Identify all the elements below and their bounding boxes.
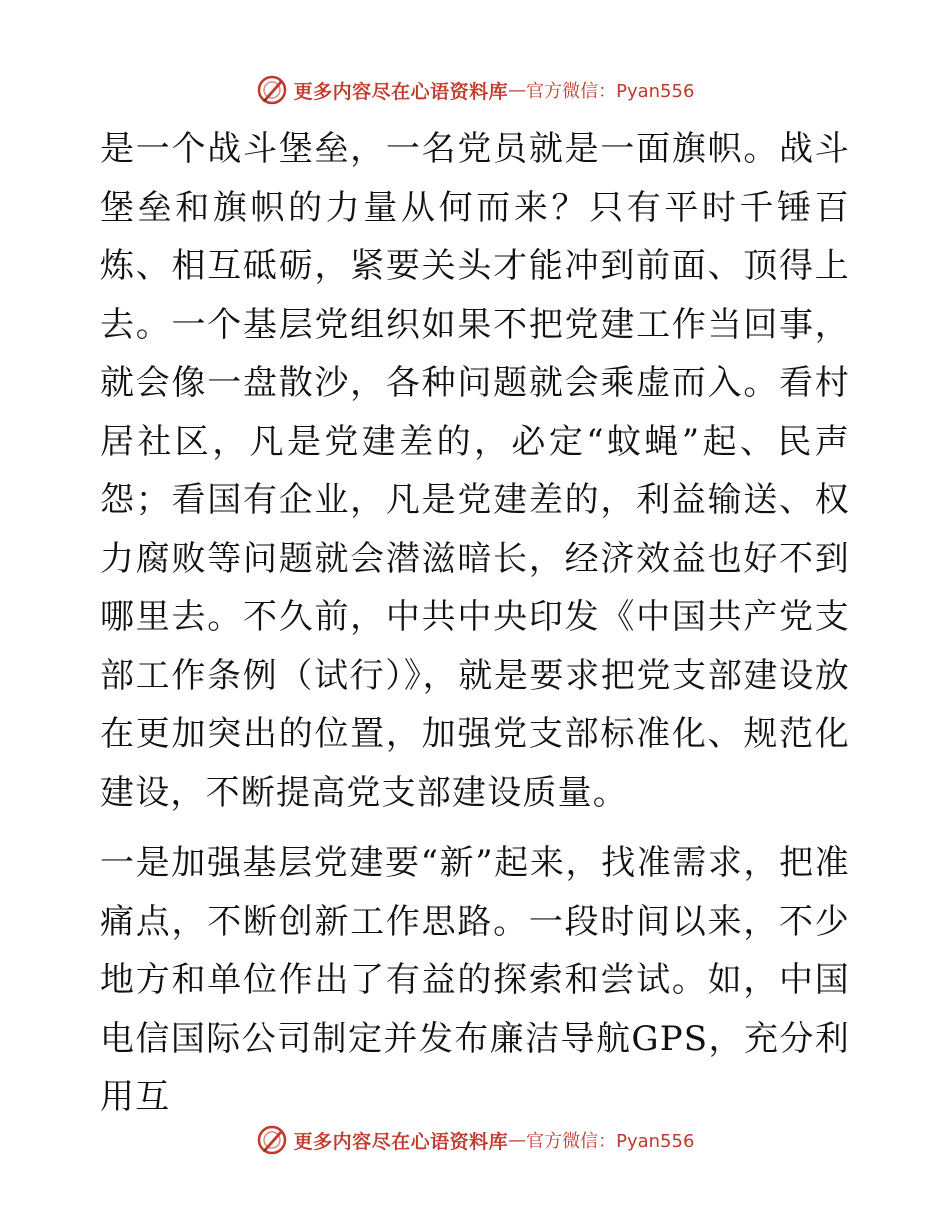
paragraph-1: 是一个战斗堡垒，一名党员就是一面旗帜。战斗堡垒和旗帜的力量从何而来？只有平时千锤百炼、相互砥砺，紧要关头才能冲到前面、顶得上去。一个基层党组织如果不把党建工作当回事，就会像一盘散沙，各种问题就会乘虚而入。看村居社区，凡是党建差的，必定“蚊蝇”起、民声怨；看国有企业，凡是党建差的，利益输送、权力腐败等问题就会潜滋暗长，经济效益也好不到哪里去。不久前，中共中央印发《中国共产党支部工作条例（试行）》，就是要求把党支部建设放在更加突出的位置，加强党支部标准化、规范化建设，不断提高党支部建设质量。 [100,129,850,813]
header-wechat-text: 官方微信：Pyan556 [526,81,695,102]
document-body [100,120,850,1127]
footer-wechat-text: 官方微信：Pyan556 [526,1131,695,1152]
paragraph-2: 一是加强基层党建要“新”起来，找准需求，把准痛点，不断创新工作思路。一段时间以来，不少地方和单位作出了有益的探索和尝试。如，中国电信国际公司制定并发布廉洁导航GPS，充分利用互 [100,843,850,1117]
header-separator: — [508,79,527,101]
header-banner [0,70,950,110]
footer-banner [0,1120,950,1160]
header-brand-text: 更多内容尽在心语资料库 [293,80,509,103]
footer-brand-text: 更多内容尽在心语资料库 [293,1130,509,1153]
quill-pen-logo-icon [256,1124,288,1156]
footer-separator: — [508,1129,527,1151]
quill-pen-logo-icon [256,74,288,106]
